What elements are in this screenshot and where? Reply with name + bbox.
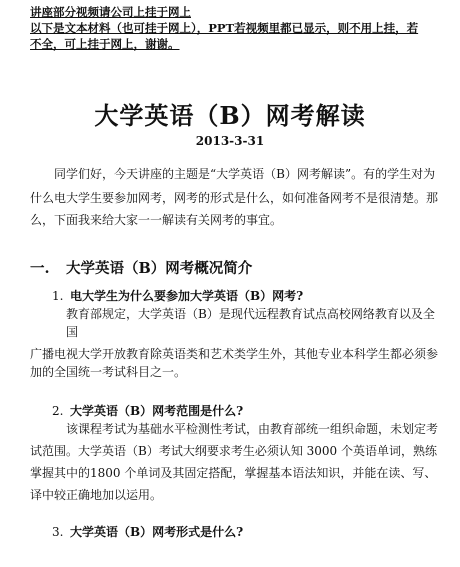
q1-body-line-2: 国 [66,325,79,339]
section-number: 一. [30,260,50,277]
q2-body-line-3: 掌握其中的1800 个单词及其固定搭配，掌握基本语法知识，并能在读、写、 [30,466,437,480]
question-2-title: 大学英语（B）网考范围是什么? [70,404,244,418]
question-3-heading [52,523,243,540]
q1-body-line-3: 广播电视大学开放教育除英语类和艺术类学生外，其他专业本科学生都必须参 [30,347,439,361]
question-2-heading [52,402,243,419]
notice-line-3: 不全，可上挂于网上，谢谢。 [30,37,180,51]
section-heading [30,257,252,278]
question-3-title: 大学英语（B）网考形式是什么? [70,525,244,539]
intro-line-1: 同学们好，今天讲座的主题是“大学英语（B）网考解读”。有的学生对为 [54,167,436,181]
q1-body-line-4: 加的全国统一考试科目之一。 [30,365,187,379]
q1-body-line-1: 教育部规定，大学英语（B）是现代远程教育试点高校网络教育以及全 [66,307,435,321]
document-date: 2013-3-31 [195,134,265,148]
q2-body-line-1: 该课程考试为基础水平检测性考试，由教育部统一组织命题，未划定考 [66,422,439,436]
notice-line-1: 讲座部分视频请公司上挂于网上 [30,5,191,19]
q2-body-line-4: 译中较正确地加以运用。 [30,488,163,502]
question-1-number: 1. [52,289,64,303]
notice-line-2: 以下是文本材料（也可挂于网上），PPT若视频里都已显示，则不用上挂，若 [30,21,419,35]
document-title: 大学英语（B）网考解读 [94,101,366,130]
q2-body-line-2: 试范围。大学英语（B）考试大纲要求考生必须认知 3000 个英语单词，熟练 [30,444,437,458]
intro-line-2: 什么电大学生要参加网考，网考的形式是什么，如何准备网考不是很清楚。那 [30,191,439,205]
question-1-title: 电大学生为什么要参加大学英语（B）网考? [70,289,304,303]
question-2-number: 2. [52,404,64,418]
question-3-number: 3. [52,525,64,539]
intro-line-3: 么，下面我来给大家一一解读有关网考的事宜。 [30,213,283,227]
question-1-heading [52,287,303,304]
section-title: 大学英语（B）网考概况简介 [66,260,253,277]
